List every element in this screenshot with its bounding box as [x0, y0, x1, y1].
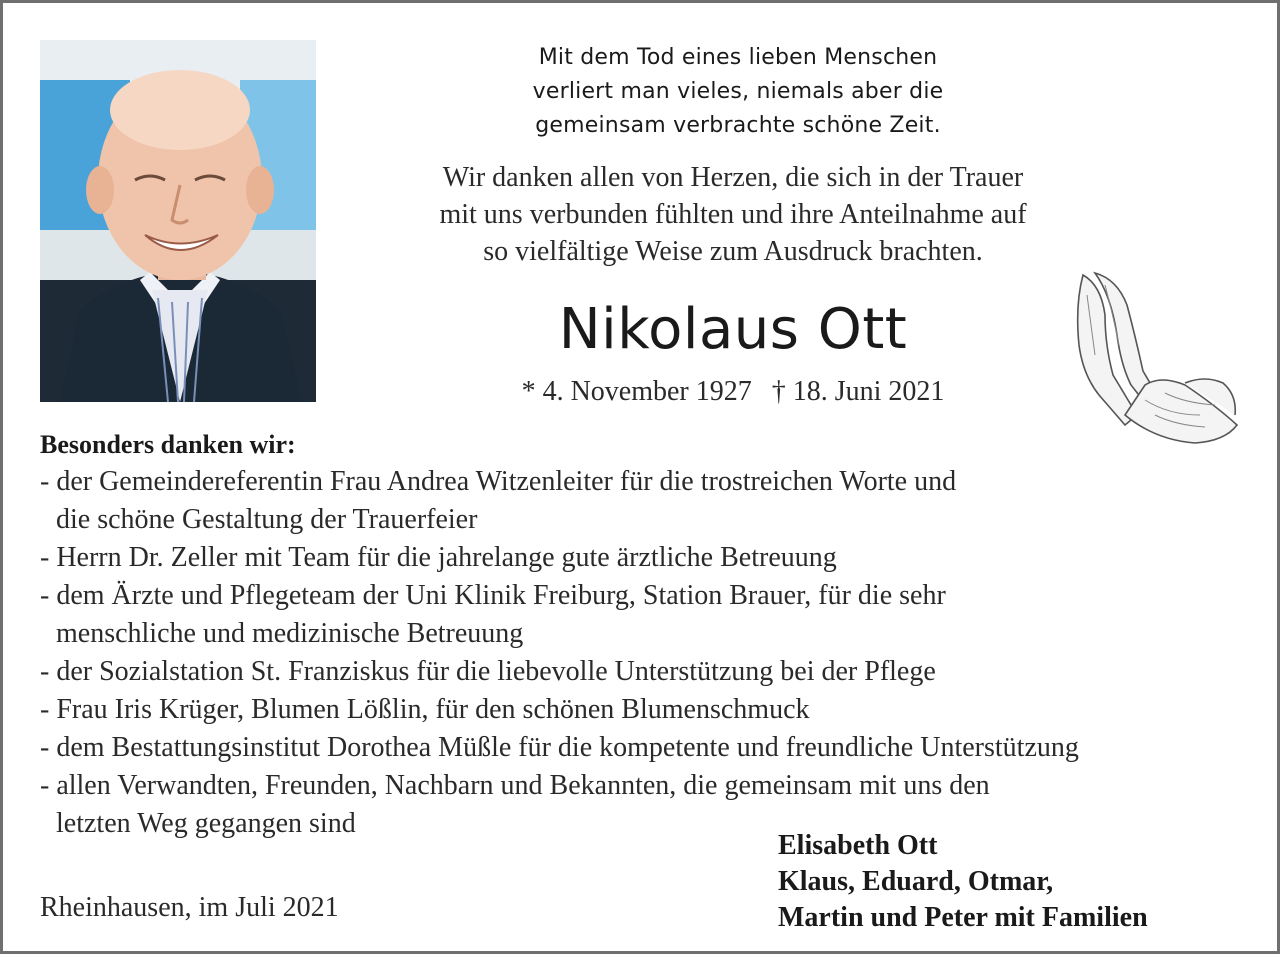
thanks-line: - dem Bestattungsinstitut Dorothea Müßle für die kompetente und freundliche Unterstützung: [40, 732, 1079, 763]
portrait-photo: [40, 40, 316, 402]
thanks-line: menschliche und medizinische Betreuung: [56, 618, 524, 649]
family-signatures: [778, 828, 1148, 936]
thanks-line: - der Sozialstation St. Franziskus für die liebevolle Unterstützung bei der Pflege: [40, 656, 936, 687]
life-dates: [473, 373, 993, 411]
thanks-line: letzten Weg gegangen sind: [56, 808, 356, 839]
death-date: † 18. Juni 2021: [771, 376, 945, 407]
quote-line-3: gemeinsam verbrachte schöne Zeit.: [535, 113, 941, 138]
signature-line: Klaus, Eduard, Otmar,: [778, 866, 1054, 897]
quote-line-1: Mit dem Tod eines lieben Menschen: [538, 45, 938, 70]
intro-thanks: [363, 159, 1103, 270]
birth-date: * 4. November 1927: [521, 376, 752, 407]
special-thanks-heading: Besonders danken wir:: [40, 430, 296, 459]
intro-line-1: Wir danken allen von Herzen, die sich in der Trauer: [442, 162, 1024, 193]
signature-line: Elisabeth Ott: [778, 830, 938, 861]
thanks-line: - der Gemeindereferentin Frau Andrea Witzenleiter für die trostreichen Worte und: [40, 466, 957, 497]
place-and-date: Rheinhausen, im Juli 2021: [40, 892, 339, 923]
signature-line: Martin und Peter mit Familien: [778, 902, 1148, 933]
thanks-line: - allen Verwandten, Freunden, Nachbarn und Bekannten, die gemeinsam mit uns den: [40, 770, 990, 801]
intro-line-3: so vielfältige Weise zum Ausdruck brachten.: [483, 236, 983, 267]
portrait-illustration: [40, 40, 316, 402]
thanks-line: - Herrn Dr. Zeller mit Team für die jahrelange gute ärztliche Betreuung: [40, 542, 837, 573]
thanks-line: die schöne Gestaltung der Trauerfeier: [56, 504, 478, 535]
thanks-line: - Frau Iris Krüger, Blumen Lößlin, für den schönen Blumenschmuck: [40, 694, 810, 725]
memorial-quote: [393, 41, 1083, 143]
quote-line-2: verliert man vieles, niemals aber die: [532, 79, 944, 104]
intro-line-2: mit uns verbunden fühlten und ihre Anteilnahme auf: [439, 199, 1027, 230]
praying-hands-icon: [1065, 265, 1245, 455]
special-thanks-list: [40, 463, 1275, 843]
thanks-line: - dem Ärzte und Pflegeteam der Uni Klinik Freiburg, Station Brauer, für die sehr: [40, 580, 946, 611]
deceased-name: Nikolaus Ott: [558, 297, 908, 362]
